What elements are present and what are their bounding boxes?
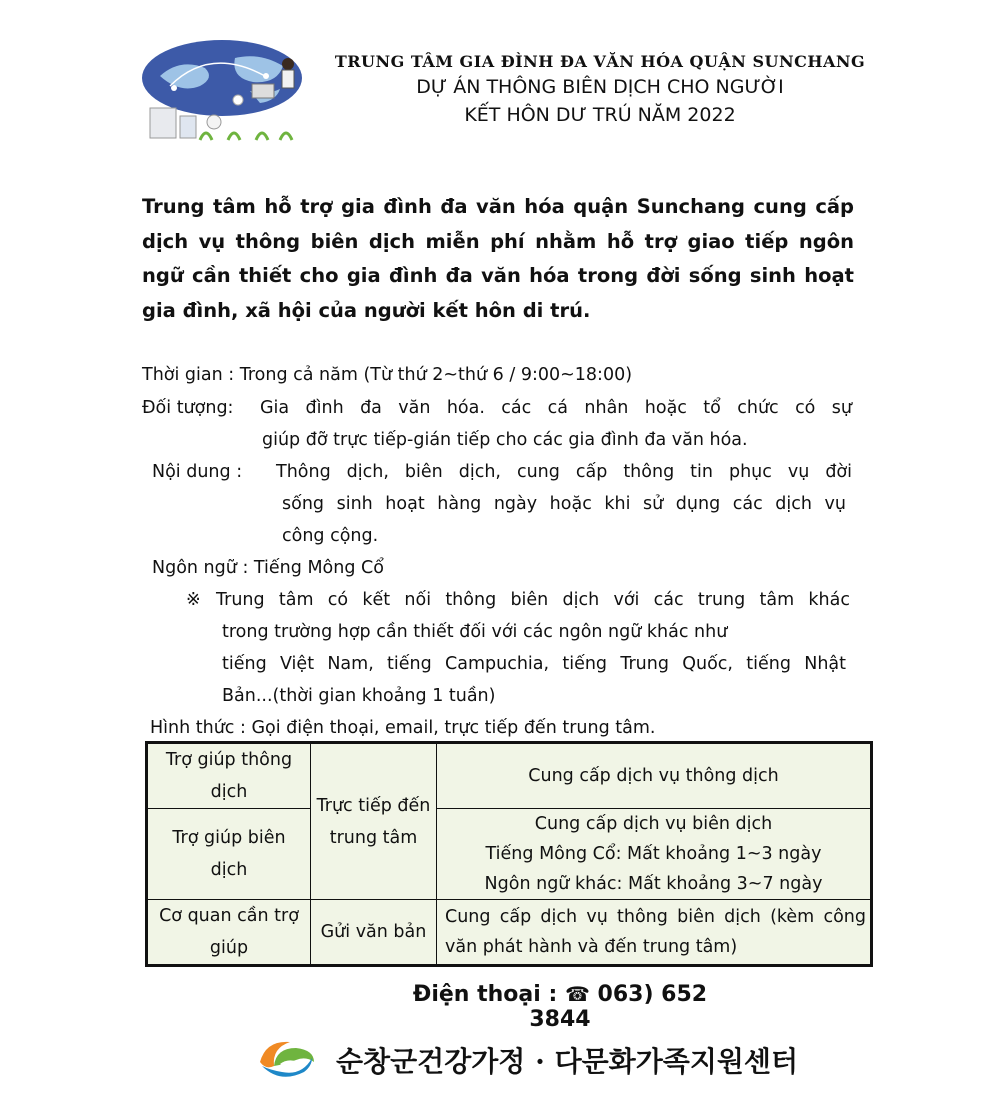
content-label: Nội dung [152, 462, 231, 482]
note-line: Trung tâm có kết nối thông biên dịch với các trung tâm khác [216, 590, 850, 610]
phone-number: 063) 652 3844 [529, 982, 708, 1032]
table-cell: Cung cấp dịch vụ thông biên dịch (kèm công văn phát hành và đến trung tâm) [437, 900, 872, 966]
note-mark: ※ [186, 590, 201, 610]
table-cell: Trợ giúp thông dịch [147, 743, 311, 809]
cell-line: Tiếng Mông Cổ: Mất khoảng 1~3 ngày [485, 844, 822, 864]
footer-org-name: 순창군건강가정 · 다문화가족지원센터 [336, 1045, 799, 1078]
content-line: Thông dịch, biên dịch, cung cấp thông tin phục vụ đời [276, 462, 852, 482]
phone-line [390, 982, 730, 1032]
table-row [147, 809, 872, 900]
language-value: Tiếng Mông Cổ [253, 558, 384, 578]
language-row: Ngôn ngữ : Tiếng Mông Cổ [152, 558, 384, 578]
target-line: giúp đỡ trực tiếp-gián tiếp cho các gia đình đa văn hóa. [262, 430, 748, 450]
note-line: trong trường hợp cần thiết đối với các ngôn ngữ khác như [222, 622, 728, 642]
table-cell [437, 809, 872, 900]
telephone-icon: ☎ [564, 982, 590, 1006]
time-row: Thời gian : Trong cả năm (Từ thứ 2~thứ 6 / 9:00~18:00) [142, 365, 633, 385]
cell-line: Cung cấp dịch vụ biên dịch [534, 814, 773, 834]
table-cell: Cung cấp dịch vụ thông dịch [437, 743, 872, 809]
org-name-heading: TRUNG TÂM GIA ĐÌNH ĐA VĂN HÓA QUẬN SUNCHANG [334, 52, 866, 71]
table-cell: Cơ quan cần trợ giúp [147, 900, 311, 966]
note-line: tiếng Việt Nam, tiếng Campuchia, tiếng Trung Quốc, tiếng Nhật [222, 654, 846, 674]
content-line: công cộng. [282, 526, 379, 546]
intro-line: Trung tâm hỗ trợ gia đình đa văn hóa quận Sunchang cung cấp [142, 195, 854, 218]
target-label: Đối tượng: [142, 398, 234, 418]
form-value: Gọi điện thoại, email, trực tiếp đến trung tâm. [251, 718, 656, 738]
table-cell: Gửi văn bản [311, 900, 437, 966]
service-table [145, 741, 873, 967]
target-line: Gia đình đa văn hóa. các cá nhân hoặc tổ chức có sự [260, 398, 852, 418]
intro-line: gia đình, xã hội của người kết hôn di trú. [142, 298, 591, 322]
time-label: Thời gian [142, 365, 223, 385]
table-row [147, 743, 872, 809]
table-cell: Trực tiếp đến trung tâm [311, 743, 437, 900]
project-title-line2: KẾT HÔN DƯ TRÚ NĂM 2022 [464, 104, 736, 126]
table-cell: Trợ giúp biên dịch [147, 809, 311, 900]
center-logo-icon [254, 1036, 318, 1084]
intro-line: ngữ cần thiết cho gia đình đa văn hóa trong đời sống sinh hoạt [142, 264, 854, 287]
intro-paragraph [142, 190, 854, 328]
content-row-label: Nội dung : [152, 462, 243, 482]
table-row [147, 900, 872, 966]
intro-line: dịch vụ thông biên dịch miễn phí nhằm hỗ trợ giao tiếp ngôn [142, 229, 854, 253]
globe-illustration-icon [140, 36, 310, 144]
form-label: Hình thức [150, 718, 235, 738]
content-line: sống sinh hoạt hàng ngày hoặc khi sử dụng các dịch vụ [282, 494, 846, 514]
language-label: Ngôn ngữ [152, 558, 237, 578]
phone-label: Điện thoại : [412, 982, 558, 1007]
time-value: Trong cả năm (Từ thứ 2~thứ 6 / 9:00~18:00) [239, 365, 633, 385]
note-line: Bản...(thời gian khoảng 1 tuần) [222, 686, 496, 706]
project-title-line1: DỰ ÁN THÔNG BIÊN DỊCH CHO NGƯỜI [416, 76, 784, 98]
form-row: Hình thức : Gọi điện thoại, email, trực tiếp đến trung tâm. [150, 718, 656, 738]
cell-line: Ngôn ngữ khác: Mất khoảng 3~7 ngày [484, 874, 823, 894]
